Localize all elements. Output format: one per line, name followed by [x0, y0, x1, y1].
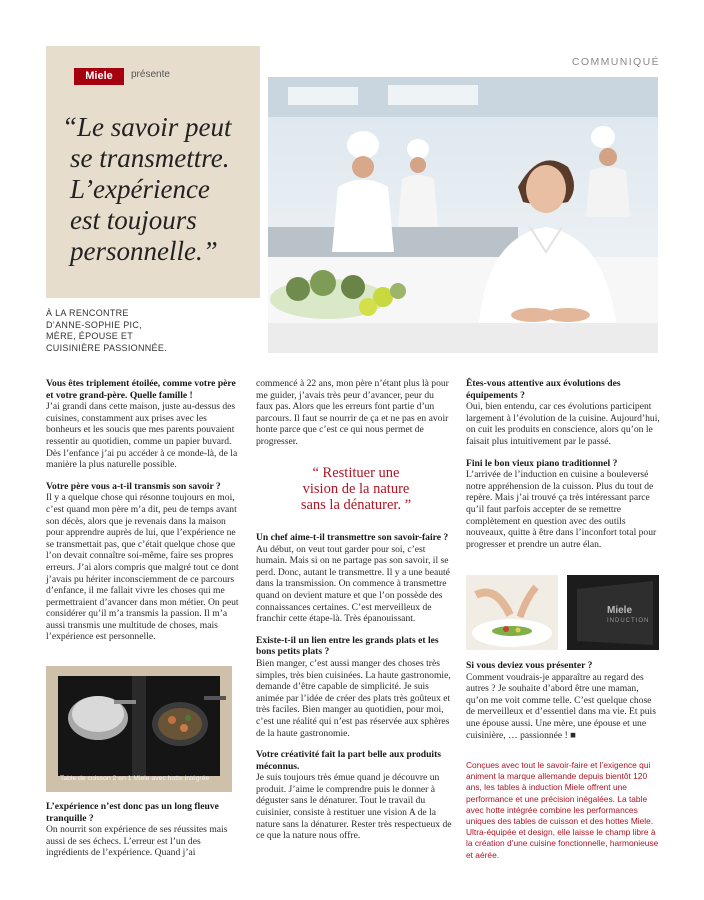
answer: commencé à 22 ans, mon père n’étant plus là pour me guider, j’avais très peur d’avancer, peur du faux pas. Alors que les erreurs font partie d’un parcours. Il faut se nourrir de ça et ne pas en avoir honte parce que c’est ce qui nous permet de progresser. — [256, 378, 449, 447]
qa-block — [256, 378, 452, 448]
quote-line: est toujours — [70, 205, 197, 235]
qa-block — [46, 378, 242, 471]
answer: Bien manger, c’est aussi manger des choses très simples, très bien cuisinées. La haute gastronomie, demande d’être capable de simplicité. Je suis animée par l’idée de créer des plats très goûteux et très faciles. Bien manger au quotidien, pour moi, c’est une réalité qui n’est pas réservée aux sphères de la haute gastronomie. — [256, 657, 451, 739]
promo-text: Conçues avec tout le savoir-faire et l’exigence qui animent la marque allemande depuis bientôt 120 ans, les tables à induction Miele offrent une performance et une précision inégalées. La table avec hotte intégrée combine les performances uniques des tables de cuisson et des hottes Miele. Ultra-équipée et design, elle laisse le champ libre à la création d’une cuisine fonctionnelle, harmonieuse et aérée. — [466, 760, 659, 860]
intro-line: MÈRE, ÉPOUSE ET — [46, 331, 134, 341]
question: Fini le bon vieux piano traditionnel ? — [466, 457, 618, 469]
intro-text — [46, 308, 196, 354]
intro-line: D’ANNE-SOPHIE PIC, — [46, 319, 142, 330]
section-label: COMMUNIQUÉ — [571, 56, 660, 68]
question: Votre créativité fait la part belle aux produits méconnus. — [256, 749, 442, 772]
intro-line: À LA RENCONTRE — [46, 308, 129, 318]
kitchen-scene-illustration — [268, 77, 658, 353]
quote-line: se transmettre. — [70, 143, 230, 173]
pull-quote-line: “ Restituer une — [312, 465, 400, 481]
answer: J’ai grandi dans cette maison, juste au-dessus des cuisines, constamment aux prises avec les bonheurs et les soucis que mes parents pouvaient ressentir au quotidien, comme un papier buvard. Dès l’enfance j’ai pu accéder à ce monde-là, de la manière la plus naturelle possible. — [46, 401, 238, 471]
article-column-3 — [466, 378, 662, 560]
article-column-3-bottom — [466, 660, 662, 751]
cooktop-illustration — [46, 666, 232, 792]
qa-block — [46, 801, 242, 859]
intro-line: CUISINIÈRE PASSIONNÉE. — [46, 342, 167, 353]
presents-label: présente — [131, 69, 170, 80]
quote-line: personnelle.” — [70, 236, 218, 266]
qa-block — [46, 481, 242, 643]
hero-photo — [268, 77, 658, 353]
answer: Au début, on veut tout garder pour soi, c’est humain. Mais si on ne partage pas son savoir, il se perd. Donc, autant le transmettre. Il y a une beauté dans la transmission. On commence à transmettre quand on devient mature et que l’on possède des connaissances certaines. C’est merveilleux de franchir cette étape-là. Très épanouissant. — [256, 543, 450, 625]
answer: Je suis toujours très émue quand je découvre un produit. J’aime le comprendre puis le donner à déguster sans le dénaturer. Tout le travail du cuisinier, consiste à restituer une vision A de la nature sans la dénaturer. Rester très respectueux de ce que la nature nous offre. — [256, 772, 452, 842]
answer: Comment voudrais-je apparaître au regard des autres ? Je souhaite d’abord être une maman, qu’on me voit comme telle. C’est quelque chose de merveilleux et d’essentiel dans ma vie. Et puis une épouse aussi. Une mère, une épouse et une cuisinière, … passionnée ! ■ — [466, 671, 656, 741]
qa-block — [466, 458, 662, 551]
quote-line: “Le savoir peut — [62, 112, 232, 142]
book-subtitle: INDUCTION — [607, 618, 650, 624]
question: Votre père vous a-t-il transmis son savoir ? — [46, 480, 221, 492]
question: L’expérience n’est donc pas un long fleuve tranquille ? — [46, 801, 219, 824]
qa-block — [256, 749, 452, 842]
miele-logo: Miele — [74, 68, 124, 85]
question: Existe-t-il un lien entre les grands plats et les bons petits plats ? — [256, 634, 439, 658]
pull-quote — [282, 465, 430, 513]
pull-quote-line: vision de la nature — [302, 481, 410, 497]
cooktop-photo — [46, 666, 232, 792]
article-column-2-lower — [256, 532, 452, 852]
answer: L’arrivée de l’induction en cuisine a bouleversé notre appréhension de la cuisson. Plus du tout de repère. Mais j’ai trouvé ça très intéressant parce qu’il faut parfois accepter de se remettre complètement en question avec des outils nouveaux, quitte à être dans l’inconfort total pour progresser et prendre un autre élan. — [466, 469, 657, 550]
quote-line: L’expérience — [70, 174, 210, 204]
answer: Oui, bien entendu, car ces évolutions participent largement à l’évolution de la cuisine. Aujourd’hui, on cuit les produits en conscience, alors qu’on le faisait plus intuitivement par le passé. — [466, 401, 660, 447]
pull-quote-line: sans la dénaturer. ” — [300, 497, 412, 513]
induction-book-photo — [567, 575, 659, 650]
answer: Il y a quelque chose qui résonne toujours en moi, c’est quand mon père m’a dit, peu de temps avant son décès, alors que je revenais dans la maison pour apprendre auprès de lui, que l’expérience ne se transmettait pas, que c’était quelque chose que l’on devait connaître soi-même, faire ses propres erreurs. J’ai alors compris que malgré tout ce dont j’avais pu hériter inconsciemment de ce parcours d’enfance, il me fallait vivre les choses qui me permettraient d’avancer dans mon métier. On peut considérer qu’il m’a transmis la passion. Il m’a aussi transmis une multitude de choses, mais l’expérience est personnelle. — [46, 492, 239, 643]
qa-block — [256, 635, 452, 739]
plating-photo — [466, 575, 558, 650]
question: Vous êtes triplement étoilée, comme votre père et votre grand-père. Quelle famille ! — [46, 378, 236, 401]
cooktop-caption: Table de cuisson 2 en 1 Miele avec hotte intégrée — [60, 775, 210, 782]
qa-block — [466, 660, 662, 741]
plating-illustration — [466, 575, 558, 650]
book-brand: Miele — [607, 605, 633, 616]
article-column-1 — [46, 378, 242, 653]
qa-block — [256, 532, 452, 625]
headline-quote — [62, 112, 268, 267]
question: Un chef aime-t-il transmettre son savoir-faire ? — [256, 532, 449, 543]
question: Si vous deviez vous présenter ? — [466, 660, 593, 671]
qa-block — [466, 378, 662, 448]
answer: On nourrit son expérience de ses réussites mais aussi de ses échecs. L’erreur est l’un des ingrédients de l’expérience. Quand j’ai — [46, 824, 228, 859]
article-column-2 — [256, 378, 452, 458]
article-column-1-bottom — [46, 801, 242, 869]
question: Êtes-vous attentive aux évolutions des équipements ? — [466, 378, 621, 401]
